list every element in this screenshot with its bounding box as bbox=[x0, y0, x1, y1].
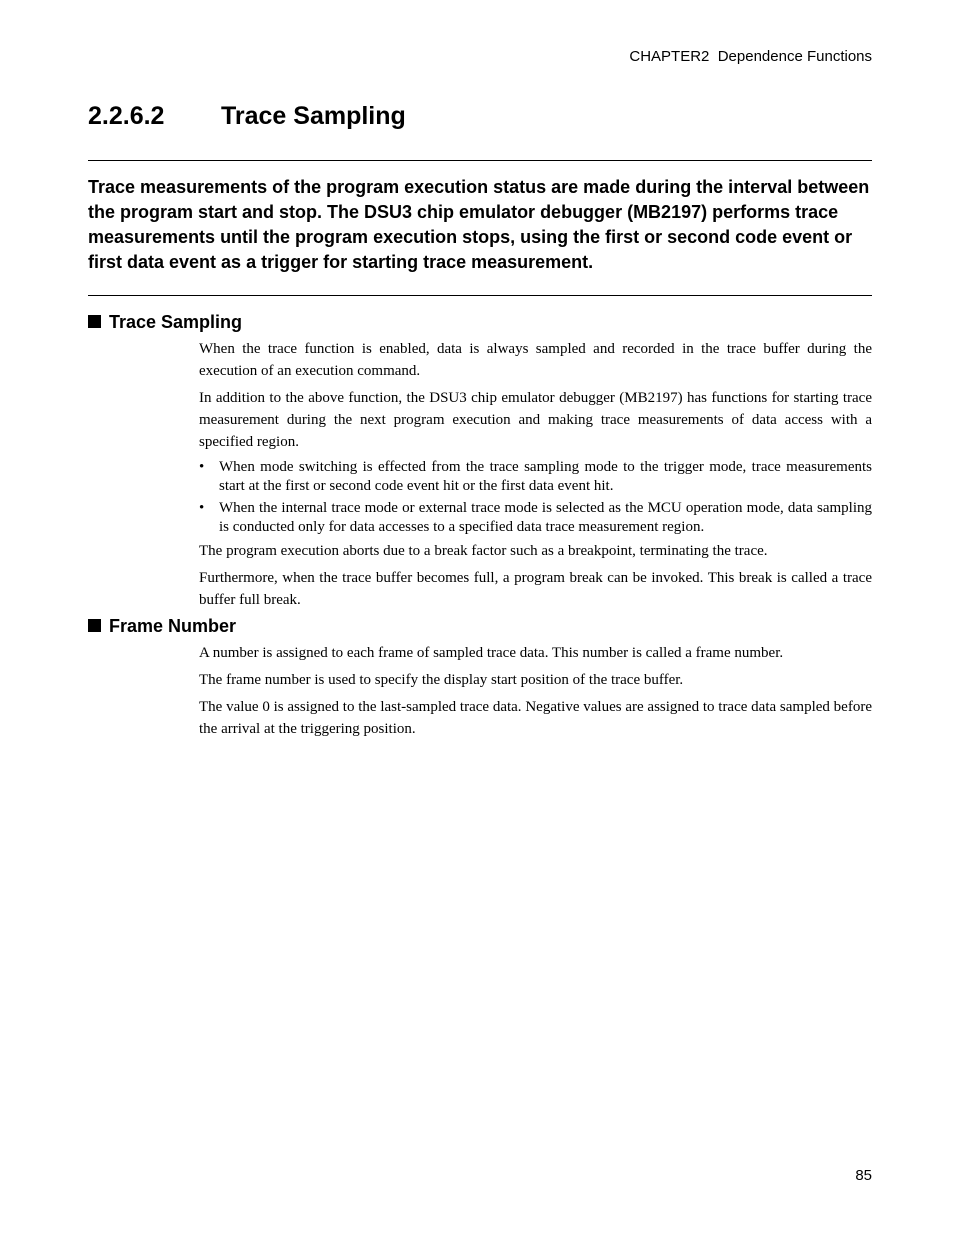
subheading-label: Trace Sampling bbox=[109, 312, 243, 332]
subheading-label: Frame Number bbox=[109, 616, 237, 636]
list-item bbox=[199, 499, 872, 537]
subheading-trace-sampling bbox=[88, 311, 242, 333]
bullet-icon: • bbox=[199, 459, 205, 475]
top-divider bbox=[88, 160, 872, 161]
trace-sampling-body bbox=[199, 338, 872, 616]
section-title: Trace Sampling bbox=[221, 102, 406, 130]
square-bullet-icon bbox=[88, 315, 101, 328]
bullet-list bbox=[199, 458, 872, 537]
list-item bbox=[199, 458, 872, 496]
paragraph: Furthermore, when the trace buffer becomes full, a program break can be invoked. This break is called a trace buffer full break. bbox=[199, 570, 872, 608]
paragraph: The program execution aborts due to a break factor such as a breakpoint, terminating the trace. bbox=[199, 543, 768, 559]
page-number: 85 bbox=[855, 1167, 872, 1184]
frame-number-body bbox=[199, 642, 872, 745]
list-item-text: When the internal trace mode or external trace mode is selected as the MCU operation mode, data sampling is conducted only for data accesses to a specified data trace measurement region. bbox=[219, 500, 872, 535]
bottom-divider bbox=[88, 295, 872, 296]
running-header: CHAPTER2 Dependence Functions bbox=[629, 48, 872, 65]
square-bullet-icon bbox=[88, 619, 101, 632]
subheading-frame-number bbox=[88, 615, 236, 637]
paragraph: When the trace function is enabled, data is always sampled and recorded in the trace buffer during the execution of an execution command. bbox=[199, 341, 872, 379]
paragraph: A number is assigned to each frame of sampled trace data. This number is called a frame number. bbox=[199, 645, 784, 661]
section-summary: Trace measurements of the program execution status are made during the interval between the program start and stop. The DSU3 chip emulator debugger (MB2197) performs trace measurements until the program execution stops, using the first or second code event or first data event as a trigger for starting trace measurement. bbox=[88, 177, 870, 272]
paragraph: The value 0 is assigned to the last-sampled trace data. Negative values are assigned to trace data sampled before the arrival at the triggering position. bbox=[199, 699, 872, 737]
paragraph: In addition to the above function, the DSU3 chip emulator debugger (MB2197) has functions for starting trace measurement during the next program execution and making trace measurements of data access with a specified region. bbox=[199, 390, 872, 450]
paragraph: The frame number is used to specify the display start position of the trace buffer. bbox=[199, 672, 684, 688]
section-heading bbox=[88, 102, 406, 131]
list-item-text: When mode switching is effected from the trace sampling mode to the trigger mode, trace measurements start at the first or second code event hit or the first data event hit. bbox=[219, 459, 872, 494]
section-number: 2.2.6.2 bbox=[88, 102, 165, 130]
bullet-icon: • bbox=[199, 500, 205, 516]
